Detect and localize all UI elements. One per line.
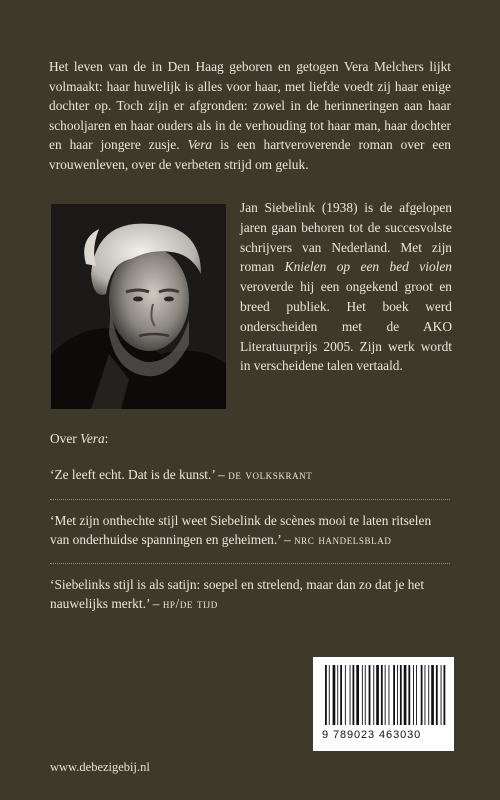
barcode-bar [365, 665, 366, 725]
reviews-heading-label: Over [50, 431, 81, 446]
author-portrait-illustration [51, 204, 226, 409]
barcode-bar [444, 665, 446, 725]
barcode-bar [381, 665, 383, 725]
barcode-bar [337, 665, 338, 725]
review-quote-2 [50, 511, 450, 550]
dotted-divider [50, 499, 450, 500]
blurb-text: Het leven van de in Den Haag geboren en getogen Vera Melchers lijkt volmaakt: haar huwelijk is alles voor haar, met liefde voedt zij haar enige dochter op. Toch zijn er afgronden: zowel in de herinneringen aan haar schooljaren en haar ouders als in de verhouding tot haar man, haar dochter en haar jongere zusje. [49, 59, 451, 153]
barcode-bar [436, 665, 438, 725]
reviews-heading-colon: : [104, 431, 109, 446]
blurb-paragraph [49, 57, 451, 175]
isbn-digits: 9 789023 463030 [322, 729, 422, 741]
bio-text: Jan Siebelink (1938) is de afgelopen jaren gaan behoren tot de succesvolste schrijvers van Nederland. Met zijn roman [240, 200, 452, 275]
barcode-bar [345, 665, 346, 725]
review-quote-text: ‘Ze leeft echt. Dat is de kunst.’ – [50, 467, 229, 482]
review-quote-text: ‘Met zijn onthechte stijl weet Siebelink de scènes mooi te laten ritselen van onderhuidse spanningen en geheimen.’ – [50, 513, 432, 548]
barcode-bar [431, 665, 434, 725]
barcode-bar [425, 665, 426, 725]
barcode-bar [428, 665, 429, 725]
barcode-bar [441, 665, 442, 725]
barcode-bar [397, 665, 398, 725]
review-source: nrc handelsblad [294, 532, 392, 548]
author-photo [51, 204, 226, 409]
barcode-bar [385, 665, 386, 725]
review-quote-1 [50, 465, 450, 484]
review-quote-3 [50, 575, 450, 614]
review-source: hp/de tijd [162, 596, 218, 612]
barcode-bar [362, 665, 363, 725]
barcode-bars [313, 657, 454, 729]
bio-book-title-italic: Knielen op een bed violen [284, 259, 452, 275]
blurb-text-end: is een hartveroverende roman over een vrouwenleven, over de verbeten strijd om geluk. [49, 137, 451, 172]
bio-text-end: veroverde hij een ongekend groot en breed publiek. Het boek werd onderscheiden met de AKO Literatuurprijs 2005. Zijn werk wordt in verscheidene talen vertaald. [240, 279, 452, 374]
barcode-bar [369, 665, 371, 725]
barcode-bar [421, 665, 423, 725]
review-source: de volkskrant [228, 467, 313, 482]
barcode-bar [400, 665, 402, 725]
barcode-bar [356, 665, 359, 725]
barcode-bar [404, 665, 407, 725]
barcode-bar [389, 665, 390, 725]
blurb-title-italic: Vera [187, 137, 213, 153]
barcode-bar [373, 665, 374, 725]
barcode-bar [333, 665, 336, 725]
review-quote-text: ‘Siebelinks stijl is als satijn: soepel en strelend, maar dan zo dat je het nauwelijks merkt.’ – [50, 577, 425, 612]
barcode-bar [350, 665, 351, 725]
isbn-barcode [313, 657, 454, 751]
barcode-bar [353, 665, 355, 725]
barcode-bar [413, 665, 414, 725]
author-bio-paragraph [240, 198, 452, 376]
dotted-divider [50, 563, 450, 564]
barcode-bar [393, 665, 395, 725]
barcode-bar [340, 665, 342, 725]
publisher-website: www.debezigebij.nl [50, 760, 150, 774]
barcode-bar [408, 665, 410, 725]
barcode-bar [329, 665, 330, 725]
barcode-bar [376, 665, 379, 725]
reviews-heading-title: Vera [80, 431, 105, 446]
barcode-bar [416, 665, 417, 725]
reviews-heading [50, 431, 108, 447]
barcode-bar [325, 665, 327, 725]
